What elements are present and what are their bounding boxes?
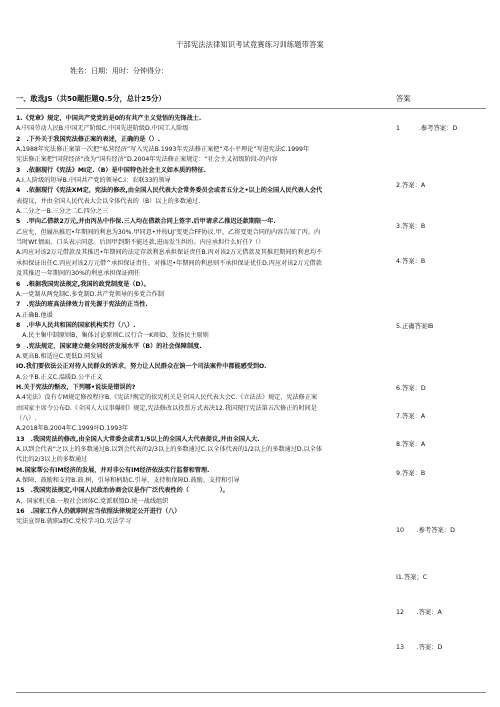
answers-column-header: 答案: [396, 94, 411, 103]
answer-entry: 10 .参考答案：D: [396, 527, 455, 534]
answer-entry: 6.答案：D: [396, 385, 426, 392]
question-line: 1.《党章》规定，中国共产党党的是0的有共产主义觉悟的先锋战士.: [16, 115, 202, 122]
question-line: A.2018年B.2004年C.1999坏D.1993年: [16, 425, 129, 433]
question-line: 7 .宪法的班高法律效力首先源于宪法的正当性.: [16, 301, 148, 309]
answer-entry: 2.答案：A: [396, 182, 426, 189]
question-line: IO.我们要依法公正对待人民群众的诉求，努力让人民群众在饷一个司法案件中都能感受到O.: [16, 363, 267, 371]
answer-entry: 5.正确答案IB: [396, 323, 434, 330]
question-line: 承担保证出任C.丙应对该2万元借^承担保证责任，对推迟•年期间的利息则不承担保证优任D.丙应对该2万元借款: [16, 259, 322, 267]
section-header: 一、敢选JS（共50题拒题Q.5分，总计25分）: [16, 94, 166, 103]
answer-entry: 13 .答案：D: [396, 644, 443, 651]
name-date-time-score-line: 姓名：日期：用时：分钟得分：: [70, 67, 168, 75]
bottom-rule: [16, 692, 486, 693]
question-line: （八）.: [16, 414, 37, 422]
question-line: A,1988年宪法修正案第一次把“私营经济”写入宪法B.1993年宪法修正案把“邓小平理论”写进宪法C.1999年: [16, 146, 310, 154]
answer-entry: 9.答案：B: [396, 470, 426, 477]
question-line: 5 .甲向乙借款2万元,并由丙丛中作保.三人均在借款合同上签字.后甲请求乙推迟还款期限一年.: [16, 218, 276, 226]
page-title: 干部宪法法律知识考试竟赛练习训练题带答案: [176, 40, 324, 49]
answer-entry: 12 .答案：A: [396, 609, 442, 616]
question-line: A.民主集中制原则B，集体讨论原则C.议行合一Ki则D、发扬民主原则: [16, 332, 209, 340]
answer-entry: 3.答案：B: [396, 223, 426, 230]
answer-entry: 1 .参考答案：D: [396, 125, 458, 132]
question-line: 宪法宣智B.就职a野C.党校学习D.宪法学习: [16, 518, 131, 526]
answer-entry: I1.答案；C: [396, 574, 428, 581]
question-line: A.丙应对该2万元借款及其推迟•年期间的法定存款利息承担保证责任B.丙对该2万元借款及其推迟期间的利息均不: [16, 249, 323, 257]
question-line: 及其推迟一年期间的30%的利息承担保证阀任: [16, 270, 141, 278]
question-line: A.更高B.相适应C.更低D.同发展: [16, 352, 103, 360]
question-line: A.公平B.正义C.温暖D.公平正义: [16, 373, 103, 381]
answer-entry: 4.答案：B: [396, 258, 426, 265]
question-line: A.以到会代表“之以上的多数通过B.以到会代表的2/3以上的多数逋过C.以全体代表的1/2以上的多数通过D.以全体: [16, 446, 322, 453]
question-line: 代比的2/3以上的多数通过: [16, 456, 88, 464]
question-line: 表提议，并由全国人民代表大会以全体代表的（B）以上的多数通过.: [16, 197, 201, 205]
question-line: 2 .下外关于我国宪法修正案的表述，正确的是（）.: [16, 135, 161, 143]
question-line: 3 .依据现行《宪法》Mi定.（B）是中国特色社会主义如本质的特征.: [16, 166, 206, 174]
question-line: M.国家帮公有IM经济的发展，并对非公有IM经济依法实行监督和管理.: [16, 466, 210, 474]
question-line: A.I.人阶级的短导B.中国共产党的领导C.I：农联33的领导: [16, 177, 171, 185]
answer-entry: 8.答案：A: [396, 441, 426, 448]
question-line: A.4宪法》没有专M规定修改程序B.《宪法?规定的依宪机关是全国人民代表大会C.《立法法》规定，宪法修正案: [16, 394, 318, 402]
question-line: A.中国劳动人民B.中国无产阶级C.中国先进阶级D.中国工人阶级: [16, 125, 189, 133]
question-line: 13 .我国宪法的修改,由全国人大常委会或者1/5以上的全国人大代表提议,并由全国人大.: [16, 435, 260, 443]
top-rule: [16, 108, 486, 109]
question-line: A.正确B.他谖: [16, 311, 53, 319]
questions-column: [16, 114, 392, 528]
question-line: 宪法修正案把“国营经济”改为“国有经济”D.2004年宪法修正案规定：“社会主义初级阶段-的内容: [16, 156, 278, 164]
question-line: 4 .依据现行《宪法XM定，宪法的修改,由全国人民代表大会常务委员会或者五分之•以上的全国人民代表人会代: [16, 187, 323, 195]
question-line: A.二分之一B.三分之二C.四分之三: [16, 208, 109, 216]
question-line: 9 .宪法规定，国家建立健全同经济发展水平（B）的社会保障制度.: [16, 342, 202, 350]
question-line: H.关于宪法的惭改，下列哪•说法是错误的?: [16, 383, 136, 391]
question-line: 8 .中华人民共和国的国家机构实行（八）.: [16, 321, 136, 329]
question-line: A.保障、鼓励和支持B.鼓.树，引导和柄助C.引导、支持和保障D.鼓励、支持和引导: [16, 477, 240, 485]
question-line: 6 .根据我国宪法规定,我国的政党制度是（D）。: [16, 280, 150, 288]
answer-entry: 7.答案：A: [396, 413, 426, 420]
question-line: 15 .我国宪法规定,中国人民政治协商会议是作广泛代表性的（ ）。: [16, 487, 229, 495]
question-line: A.一党制从两党制C.多党制D.共产党领导的多党合作制: [16, 290, 164, 298]
question-line: 由国家主席令公布D.《全国人大议事爆则》规定,宪法修改以投票方式表决12.我国现行宪法第五次修正的时间是: [16, 404, 317, 412]
question-line: A、国家机关B.一般社会团体C.党派联盟D.统一战线组织: [16, 497, 169, 505]
question-line: 乙应允，但履出推迟•年期间的利息为30%.甲同意•并按UJ’变更合FF协议.甲、乙将变更合同的内容告知了丙。内: [16, 228, 321, 236]
question-line: 16 .国家工作人仍就职时应当依照法律规定公开进行（八）: [16, 508, 181, 516]
question-line: 当时Wf.情面、口头表示同意。后因甲到期不能还款,进而发生纠纷。内应承担什么好任?（）: [16, 239, 265, 247]
